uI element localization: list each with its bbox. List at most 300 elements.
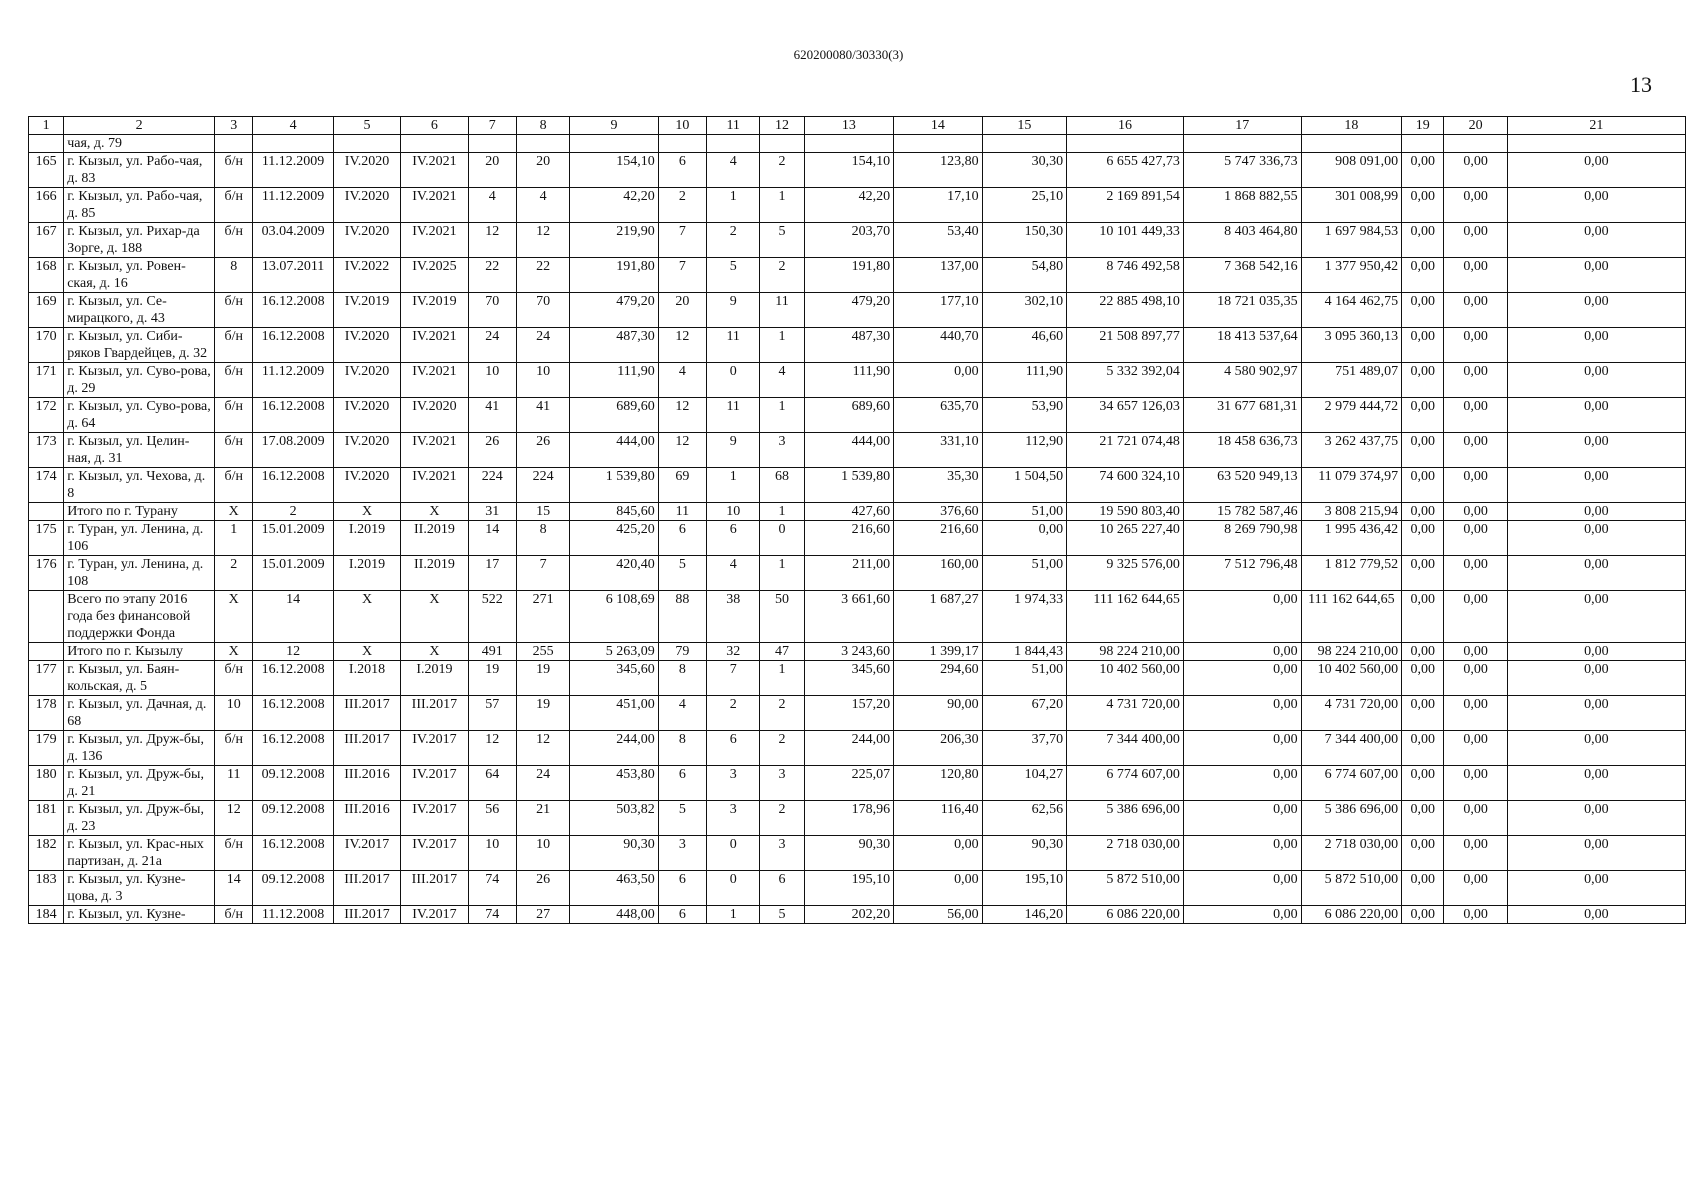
table-cell: 8 746 492,58 — [1067, 258, 1184, 293]
table-cell: 0,00 — [894, 871, 983, 906]
table-cell: X — [215, 591, 253, 643]
table-cell: 8 — [215, 258, 253, 293]
table-cell: 0,00 — [1402, 836, 1444, 871]
table-cell: IV.2020 — [333, 433, 400, 468]
table-cell: 54,80 — [982, 258, 1067, 293]
row-number-cell: 172 — [29, 398, 64, 433]
table-cell: 160,00 — [894, 556, 983, 591]
table-cell: 0,00 — [1183, 906, 1301, 924]
table-cell: 1 377 950,42 — [1301, 258, 1402, 293]
table-cell — [1402, 135, 1444, 153]
table-cell: 11.12.2009 — [253, 363, 333, 398]
table-cell: 6 — [658, 871, 706, 906]
table-cell: 12 — [468, 223, 516, 258]
table-cell: 35,30 — [894, 468, 983, 503]
table-subtotal-row — [29, 135, 1686, 153]
table-cell: 301 008,99 — [1301, 188, 1402, 223]
table-cell: 211,00 — [804, 556, 894, 591]
table-cell: 104,27 — [982, 766, 1067, 801]
table-cell: IV.2025 — [401, 258, 468, 293]
row-number-cell — [29, 643, 64, 661]
table-cell: 88 — [658, 591, 706, 643]
table-cell: IV.2019 — [333, 293, 400, 328]
address-cell: г. Кызыл, ул. Баян-кольская, д. 5 — [64, 661, 215, 696]
table-cell: 0,00 — [1444, 503, 1507, 521]
table-cell: 4 — [707, 153, 760, 188]
column-number-9: 9 — [570, 117, 659, 135]
table-cell: 20 — [468, 153, 516, 188]
column-number-4: 4 — [253, 117, 333, 135]
table-cell — [401, 135, 468, 153]
row-number-cell: 165 — [29, 153, 64, 188]
table-cell: 47 — [760, 643, 804, 661]
table-cell: 24 — [516, 328, 569, 363]
register-table — [28, 116, 1686, 924]
table-cell: 440,70 — [894, 328, 983, 363]
table-cell: 22 — [468, 258, 516, 293]
table-cell: 4 — [707, 556, 760, 591]
table-cell: 22 — [516, 258, 569, 293]
table-cell: 10 — [707, 503, 760, 521]
table-cell: 98 224 210,00 — [1067, 643, 1184, 661]
table-cell: IV.2017 — [401, 801, 468, 836]
table-cell: 427,60 — [804, 503, 894, 521]
table-cell: 56,00 — [894, 906, 983, 924]
table-cell: X — [333, 591, 400, 643]
table-cell: 1 974,33 — [982, 591, 1067, 643]
row-number-cell: 169 — [29, 293, 64, 328]
column-number-8: 8 — [516, 117, 569, 135]
table-cell: 1 — [707, 188, 760, 223]
table-cell: 90,30 — [804, 836, 894, 871]
table-cell: 111,90 — [804, 363, 894, 398]
table-cell: 0,00 — [1507, 906, 1685, 924]
table-cell: 4 — [516, 188, 569, 223]
table-cell: 67,20 — [982, 696, 1067, 731]
table-cell: III.2017 — [401, 696, 468, 731]
table-cell: 37,70 — [982, 731, 1067, 766]
table-cell: 14 — [215, 871, 253, 906]
table-cell: б/н — [215, 153, 253, 188]
table-cell: 2 718 030,00 — [1067, 836, 1184, 871]
table-cell: 479,20 — [570, 293, 659, 328]
table-cell: 0,00 — [1402, 188, 1444, 223]
table-cell: 4 — [658, 363, 706, 398]
table-cell: 111 162 644,65 — [1301, 591, 1402, 643]
table-cell: 9 325 576,00 — [1067, 556, 1184, 591]
table-cell: 53,40 — [894, 223, 983, 258]
table-cell: 0,00 — [1402, 328, 1444, 363]
table-cell: 12 — [516, 731, 569, 766]
table-cell: 21 — [516, 801, 569, 836]
table-cell: 3 — [658, 836, 706, 871]
table-cell: 345,60 — [570, 661, 659, 696]
address-cell: г. Кызыл, ул. Сиби-ряков Гвардейцев, д. 32 — [64, 328, 215, 363]
table-cell: 7 368 542,16 — [1183, 258, 1301, 293]
table-cell: 0,00 — [1402, 521, 1444, 556]
table-cell: X — [333, 643, 400, 661]
table-cell: 12 — [658, 328, 706, 363]
table-cell: б/н — [215, 906, 253, 924]
table-cell: 5 — [760, 906, 804, 924]
table-cell: IV.2021 — [401, 468, 468, 503]
table-cell: 0,00 — [1444, 556, 1507, 591]
table-cell: 0,00 — [1507, 696, 1685, 731]
table-cell: 12 — [468, 731, 516, 766]
table-cell: 20 — [516, 153, 569, 188]
table-cell: 0,00 — [1402, 591, 1444, 643]
table-cell: 90,30 — [570, 836, 659, 871]
table-cell: 53,90 — [982, 398, 1067, 433]
table-cell: 0 — [760, 521, 804, 556]
table-cell: 0,00 — [894, 836, 983, 871]
table-cell: 0,00 — [1402, 153, 1444, 188]
row-number-cell: 174 — [29, 468, 64, 503]
table-cell: 16.12.2008 — [253, 468, 333, 503]
column-number-1: 1 — [29, 117, 64, 135]
table-cell: I.2019 — [333, 556, 400, 591]
table-cell: 41 — [468, 398, 516, 433]
table-cell — [760, 135, 804, 153]
table-cell: 26 — [468, 433, 516, 468]
table-cell: 10 265 227,40 — [1067, 521, 1184, 556]
table-cell: 6 — [658, 153, 706, 188]
table-cell: 345,60 — [804, 661, 894, 696]
table-cell: 302,10 — [982, 293, 1067, 328]
row-number-cell: 173 — [29, 433, 64, 468]
table-cell: 11 079 374,97 — [1301, 468, 1402, 503]
table-cell: 1 868 882,55 — [1183, 188, 1301, 223]
table-cell: 3 262 437,75 — [1301, 433, 1402, 468]
table-cell: 6 086 220,00 — [1301, 906, 1402, 924]
address-cell: г. Кызыл, ул. Ровен-ская, д. 16 — [64, 258, 215, 293]
address-cell: Итого по г. Кызылу — [64, 643, 215, 661]
table-cell: 8 269 790,98 — [1183, 521, 1301, 556]
table-cell: III.2016 — [333, 766, 400, 801]
table-cell: 751 489,07 — [1301, 363, 1402, 398]
column-number-6: 6 — [401, 117, 468, 135]
table-cell: б/н — [215, 468, 253, 503]
table-cell: 195,10 — [804, 871, 894, 906]
table-cell: 41 — [516, 398, 569, 433]
table-cell: 376,60 — [894, 503, 983, 521]
table-cell: 11 — [760, 293, 804, 328]
address-cell: г. Кызыл, ул. Се-мирацкого, д. 43 — [64, 293, 215, 328]
table-cell: 178,96 — [804, 801, 894, 836]
table-cell: 6 — [707, 731, 760, 766]
table-cell: 8 — [658, 661, 706, 696]
table-cell: 7 — [658, 258, 706, 293]
table-cell: 10 — [468, 363, 516, 398]
table-cell: 0,00 — [1444, 328, 1507, 363]
column-number-20: 20 — [1444, 117, 1507, 135]
table-cell: 0,00 — [1507, 468, 1685, 503]
table-cell: II.2019 — [401, 556, 468, 591]
table-cell: X — [401, 503, 468, 521]
table-cell: I.2019 — [401, 661, 468, 696]
table-cell: 0,00 — [1183, 591, 1301, 643]
column-number-3: 3 — [215, 117, 253, 135]
table-cell: IV.2020 — [333, 363, 400, 398]
table-cell: X — [401, 591, 468, 643]
table-cell: 10 — [468, 836, 516, 871]
table-cell: 19 — [516, 696, 569, 731]
table-row — [29, 258, 1686, 293]
table-cell: 0,00 — [1402, 643, 1444, 661]
table-cell: 16.12.2008 — [253, 293, 333, 328]
table-cell: 0,00 — [1444, 591, 1507, 643]
table-cell: 16.12.2008 — [253, 731, 333, 766]
table-cell: IV.2021 — [401, 363, 468, 398]
table-cell: 1 539,80 — [804, 468, 894, 503]
table-cell: 845,60 — [570, 503, 659, 521]
table-cell: 0,00 — [1507, 591, 1685, 643]
table-row — [29, 731, 1686, 766]
table-cell: 137,00 — [894, 258, 983, 293]
table-cell: б/н — [215, 731, 253, 766]
table-cell: IV.2021 — [401, 223, 468, 258]
table-cell: 5 332 392,04 — [1067, 363, 1184, 398]
table-cell: 69 — [658, 468, 706, 503]
table-cell: 10 101 449,33 — [1067, 223, 1184, 258]
table-cell: 74 600 324,10 — [1067, 468, 1184, 503]
table-cell: 50 — [760, 591, 804, 643]
table-cell: 1 995 436,42 — [1301, 521, 1402, 556]
table-cell: 0,00 — [1444, 696, 1507, 731]
table-cell: 8 — [516, 521, 569, 556]
address-cell: чая, д. 79 — [64, 135, 215, 153]
table-cell: 2 — [215, 556, 253, 591]
table-cell: 0,00 — [1183, 696, 1301, 731]
table-row — [29, 223, 1686, 258]
table-cell: 6 — [658, 906, 706, 924]
column-number-5: 5 — [333, 117, 400, 135]
table-cell: 635,70 — [894, 398, 983, 433]
table-cell: 12 — [215, 801, 253, 836]
table-row — [29, 468, 1686, 503]
table-cell: 689,60 — [804, 398, 894, 433]
table-row — [29, 328, 1686, 363]
table-cell: IV.2020 — [333, 223, 400, 258]
table-subtotal-row — [29, 503, 1686, 521]
table-cell: б/н — [215, 433, 253, 468]
table-cell: IV.2021 — [401, 433, 468, 468]
table-cell: 6 — [658, 521, 706, 556]
address-cell: Итого по г. Турану — [64, 503, 215, 521]
table-cell: 0,00 — [1402, 258, 1444, 293]
table-cell: 0,00 — [1507, 328, 1685, 363]
table-cell: 689,60 — [570, 398, 659, 433]
address-cell: г. Кызыл, ул. Друж-бы, д. 136 — [64, 731, 215, 766]
table-cell — [468, 135, 516, 153]
table-cell: 0,00 — [1507, 643, 1685, 661]
table-cell: 0,00 — [1402, 661, 1444, 696]
address-cell: г. Кызыл, ул. Чехова, д. 8 — [64, 468, 215, 503]
table-cell: 90,00 — [894, 696, 983, 731]
table-cell: 123,80 — [894, 153, 983, 188]
table-cell: 4 580 902,97 — [1183, 363, 1301, 398]
table-cell: III.2017 — [333, 871, 400, 906]
table-cell: 2 — [253, 503, 333, 521]
table-cell: 18 413 537,64 — [1183, 328, 1301, 363]
table-cell: 09.12.2008 — [253, 871, 333, 906]
table-cell: 0,00 — [1183, 643, 1301, 661]
table-cell: 331,10 — [894, 433, 983, 468]
row-number-cell — [29, 591, 64, 643]
table-cell: б/н — [215, 293, 253, 328]
table-cell: 1 687,27 — [894, 591, 983, 643]
table-cell: IV.2017 — [401, 836, 468, 871]
table-cell: 8 — [658, 731, 706, 766]
column-number-13: 13 — [804, 117, 894, 135]
table-cell: 0,00 — [1402, 398, 1444, 433]
table-cell: 6 108,69 — [570, 591, 659, 643]
table-cell: 0,00 — [1444, 836, 1507, 871]
table-cell: 2 979 444,72 — [1301, 398, 1402, 433]
table-cell: 22 885 498,10 — [1067, 293, 1184, 328]
table-cell: 42,20 — [570, 188, 659, 223]
table-cell: 19 — [516, 661, 569, 696]
table-cell: 5 872 510,00 — [1301, 871, 1402, 906]
table-row — [29, 766, 1686, 801]
page-number: 13 — [1630, 72, 1652, 97]
table-cell: 0,00 — [1444, 433, 1507, 468]
table-cell: 6 086 220,00 — [1067, 906, 1184, 924]
table-cell: 0,00 — [1507, 363, 1685, 398]
table-cell: X — [215, 503, 253, 521]
table-cell: 2 — [707, 223, 760, 258]
table-cell: IV.2017 — [333, 836, 400, 871]
table-cell: 206,30 — [894, 731, 983, 766]
column-number-row — [29, 117, 1686, 135]
table-cell: 16.12.2008 — [253, 661, 333, 696]
table-cell: 10 — [516, 363, 569, 398]
table-cell: б/н — [215, 328, 253, 363]
table-cell: б/н — [215, 363, 253, 398]
table-cell: 154,10 — [804, 153, 894, 188]
table-cell: 11.12.2009 — [253, 188, 333, 223]
table-cell: 32 — [707, 643, 760, 661]
table-cell: 202,20 — [804, 906, 894, 924]
row-number-cell: 175 — [29, 521, 64, 556]
address-cell: г. Кызыл, ул. Рабо-чая, д. 83 — [64, 153, 215, 188]
table-cell: 12 — [253, 643, 333, 661]
table-cell: 111 162 644,65 — [1067, 591, 1184, 643]
table-cell: 0,00 — [1444, 801, 1507, 836]
table-cell: 479,20 — [804, 293, 894, 328]
table-cell — [1301, 135, 1402, 153]
table-cell: 68 — [760, 468, 804, 503]
table-cell: 0,00 — [1444, 293, 1507, 328]
table-cell: 5 — [707, 258, 760, 293]
table-cell — [333, 135, 400, 153]
table-cell: 11 — [707, 328, 760, 363]
row-number-cell: 166 — [29, 188, 64, 223]
table-subtotal-row — [29, 643, 1686, 661]
row-number-cell: 171 — [29, 363, 64, 398]
table-cell: 5 386 696,00 — [1301, 801, 1402, 836]
table-cell: 203,70 — [804, 223, 894, 258]
table-cell — [1444, 135, 1507, 153]
table-cell: 3 808 215,94 — [1301, 503, 1402, 521]
table-cell: 0,00 — [1444, 363, 1507, 398]
row-number-cell: 183 — [29, 871, 64, 906]
table-cell: 2 — [760, 258, 804, 293]
table-cell: 63 520 949,13 — [1183, 468, 1301, 503]
table-cell: 0,00 — [1444, 153, 1507, 188]
table-cell — [894, 135, 983, 153]
table-cell: 463,50 — [570, 871, 659, 906]
table-cell: 2 — [760, 153, 804, 188]
row-number-cell: 176 — [29, 556, 64, 591]
table-cell: б/н — [215, 223, 253, 258]
address-cell: г. Кызыл, ул. Кузне- — [64, 906, 215, 924]
table-cell: 2 — [760, 731, 804, 766]
table-cell: 4 164 462,75 — [1301, 293, 1402, 328]
table-cell: 0,00 — [1183, 871, 1301, 906]
table-cell: 0,00 — [1507, 223, 1685, 258]
table-cell: 79 — [658, 643, 706, 661]
table-cell: 5 — [658, 801, 706, 836]
table-cell — [1183, 135, 1301, 153]
table-cell: 0,00 — [1444, 871, 1507, 906]
table-cell: 8 403 464,80 — [1183, 223, 1301, 258]
table-cell: 3 243,60 — [804, 643, 894, 661]
table-cell: 1 — [760, 398, 804, 433]
table-cell: 21 508 897,77 — [1067, 328, 1184, 363]
table-cell: 4 — [658, 696, 706, 731]
table-cell: 31 — [468, 503, 516, 521]
column-number-12: 12 — [760, 117, 804, 135]
table-cell: 191,80 — [804, 258, 894, 293]
table-cell: 491 — [468, 643, 516, 661]
table-cell: 448,00 — [570, 906, 659, 924]
column-number-16: 16 — [1067, 117, 1184, 135]
table-cell: 18 458 636,73 — [1183, 433, 1301, 468]
address-cell: г. Туран, ул. Ленина, д. 108 — [64, 556, 215, 591]
table-cell: 0,00 — [1183, 661, 1301, 696]
table-cell: 12 — [516, 223, 569, 258]
table-cell: 0,00 — [1183, 801, 1301, 836]
table-cell: 0,00 — [1444, 521, 1507, 556]
table-cell: 57 — [468, 696, 516, 731]
table-cell: 15 — [516, 503, 569, 521]
table-cell: 0,00 — [1183, 836, 1301, 871]
table-cell: 3 — [760, 433, 804, 468]
table-cell: 503,82 — [570, 801, 659, 836]
table-cell: 294,60 — [894, 661, 983, 696]
table-cell: 0,00 — [1507, 556, 1685, 591]
table-cell: 51,00 — [982, 556, 1067, 591]
table-cell: 0 — [707, 871, 760, 906]
table-row — [29, 521, 1686, 556]
table-cell: 0,00 — [1402, 293, 1444, 328]
table-cell: 2 — [760, 801, 804, 836]
table-cell: 2 — [707, 696, 760, 731]
document-id: 620200080/30330(3) — [793, 47, 904, 62]
table-cell: 11 — [658, 503, 706, 521]
column-number-17: 17 — [1183, 117, 1301, 135]
table-cell — [1067, 135, 1184, 153]
table-cell: 157,20 — [804, 696, 894, 731]
table-row — [29, 153, 1686, 188]
table-cell: 0,00 — [1444, 188, 1507, 223]
table-cell: 2 169 891,54 — [1067, 188, 1184, 223]
column-number-19: 19 — [1402, 117, 1444, 135]
table-cell: 120,80 — [894, 766, 983, 801]
table-cell: 1 — [215, 521, 253, 556]
table-cell: 56 — [468, 801, 516, 836]
